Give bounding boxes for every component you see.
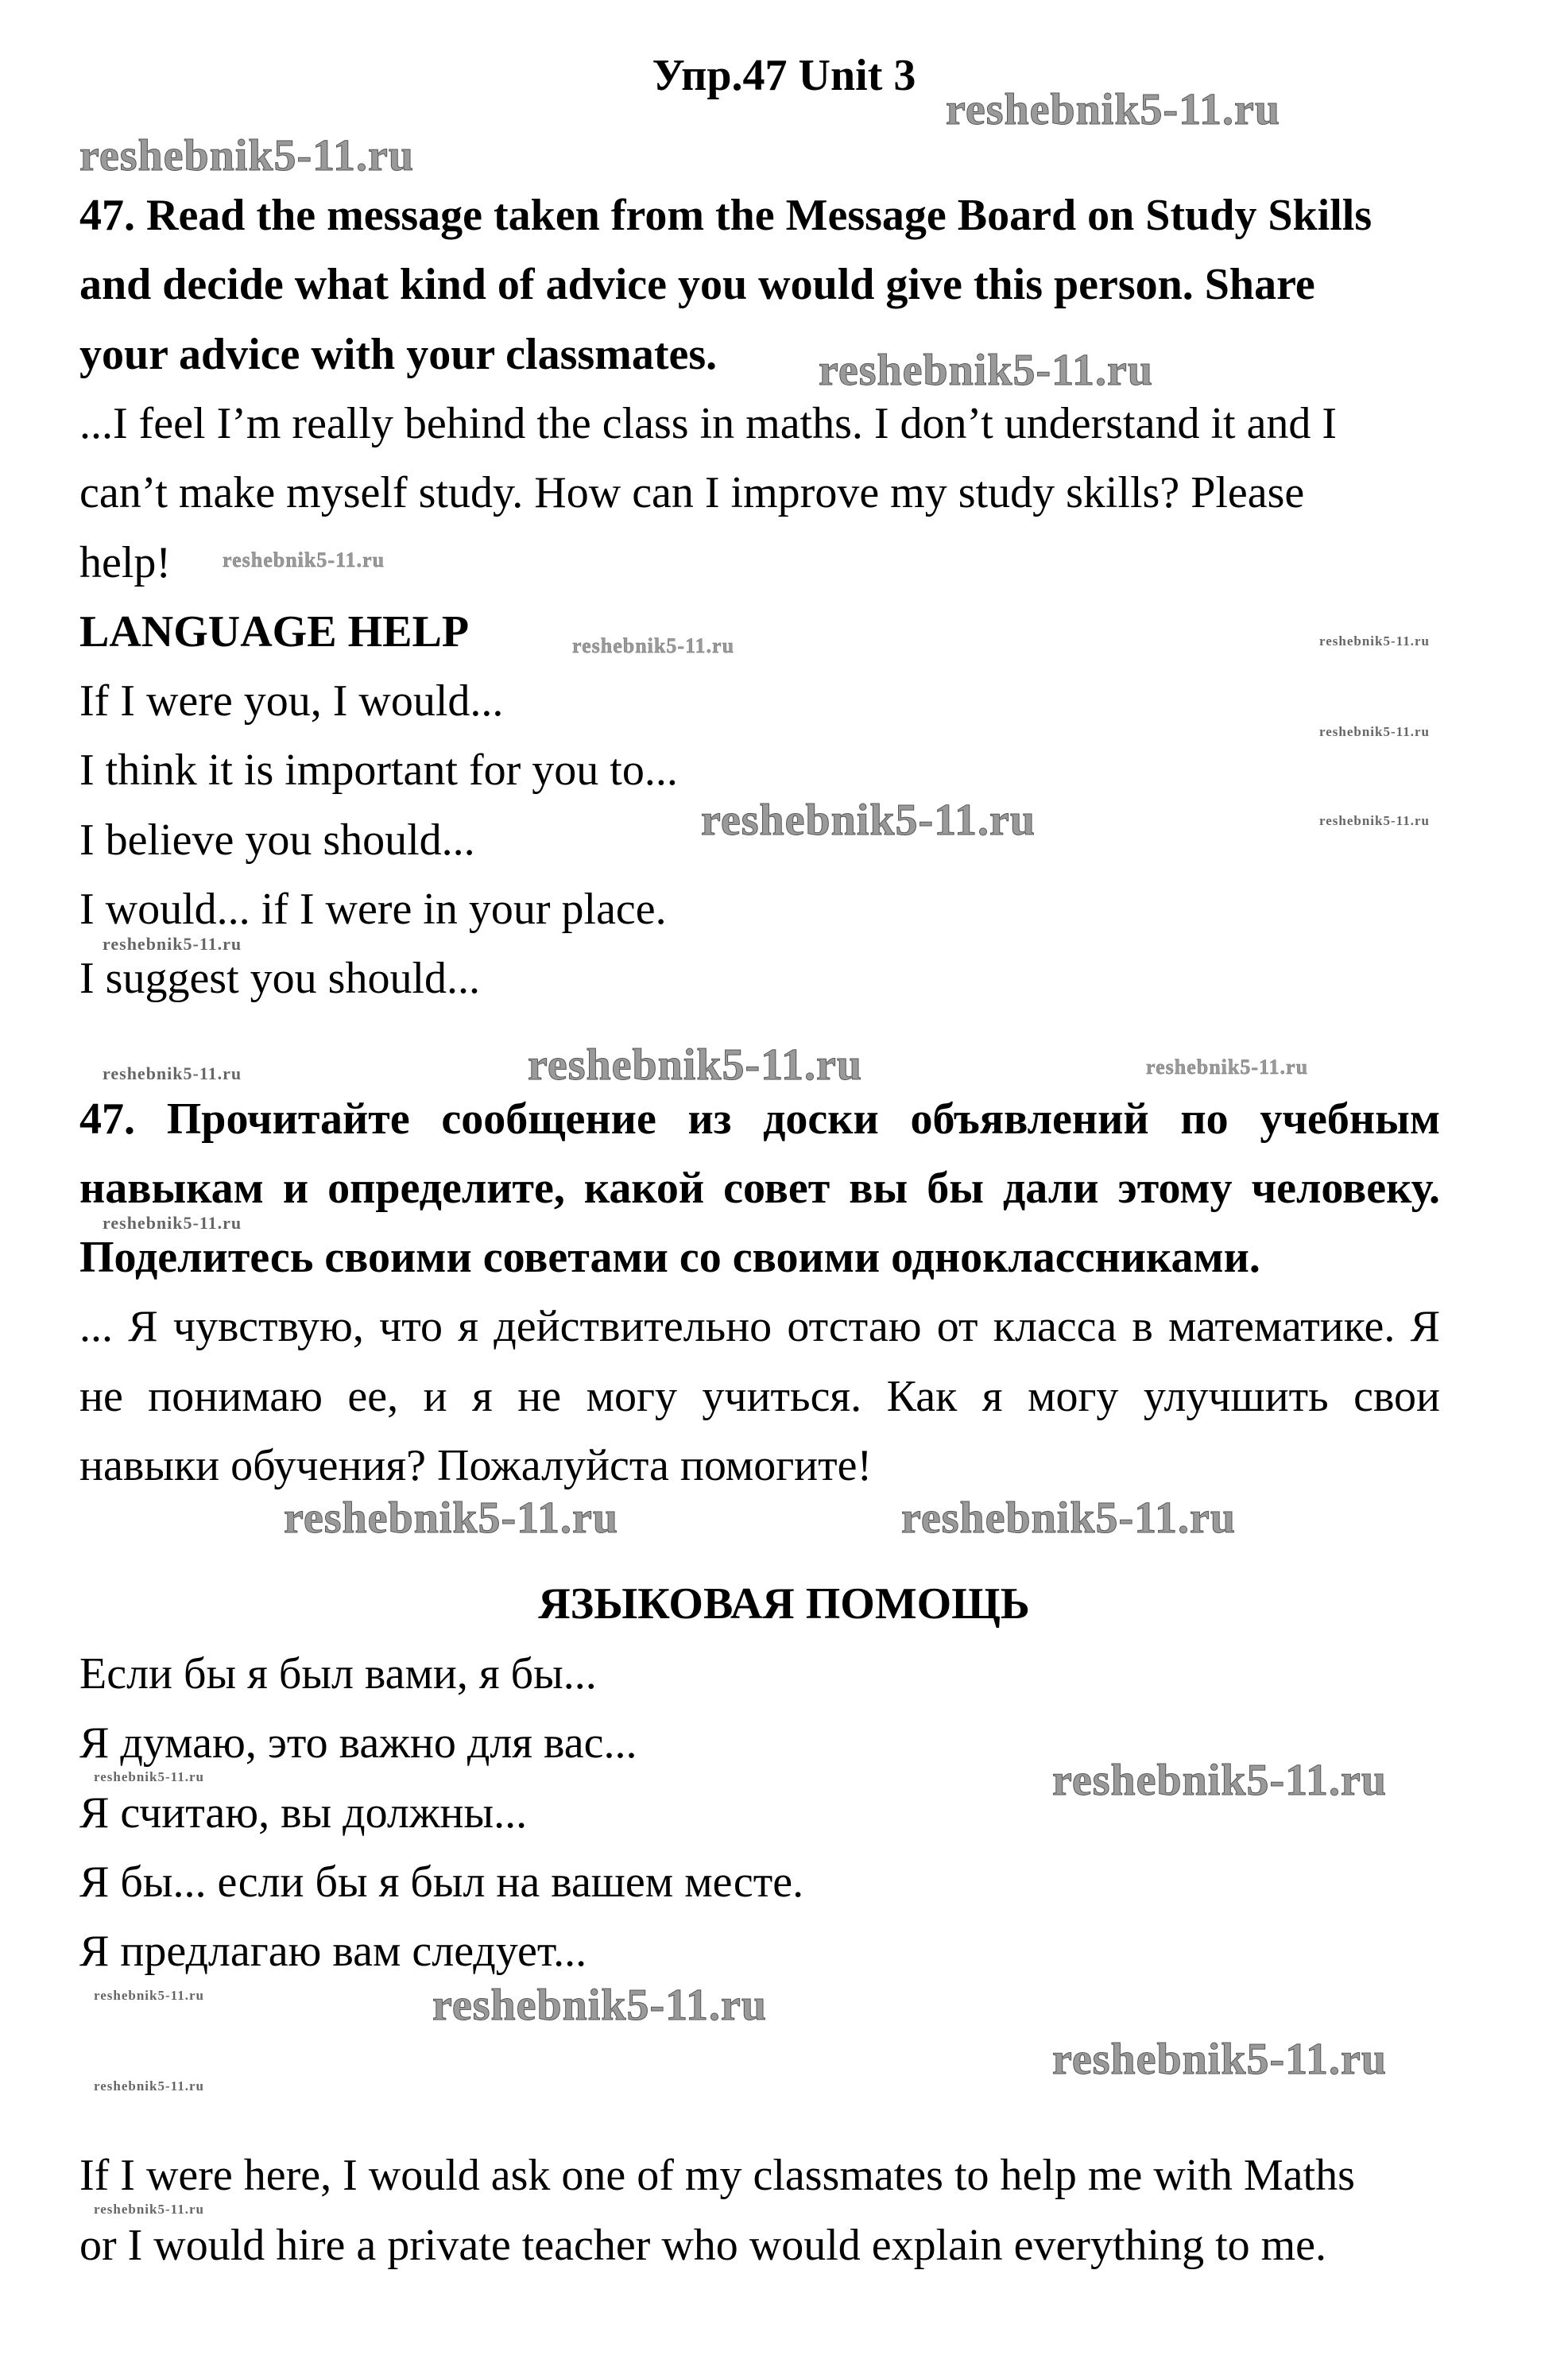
russian-phrase: Я бы... если бы я был на вашем месте.	[79, 1857, 804, 1907]
watermark: reshebnik5-11.ru	[1319, 633, 1430, 649]
watermark: reshebnik5-11.ru	[1319, 724, 1430, 739]
page-title: Упр.47 Unit 3	[652, 51, 916, 100]
watermark: reshebnik5-11.ru	[528, 1040, 863, 1090]
watermark: reshebnik5-11.ru	[1319, 813, 1430, 828]
english-message-line: can’t make myself study. How can I improve my study skills? Please	[79, 468, 1305, 517]
russian-phrase: Я думаю, это важно для вас...	[79, 1718, 637, 1768]
watermark: reshebnik5-11.ru	[94, 2078, 204, 2094]
english-phrase: I would... if I were in your place.	[79, 885, 667, 934]
english-task-line: your advice with your classmates.	[79, 330, 718, 379]
russian-message-line: не понимаю ее, и я не могу учиться. Как я могу улучшить свои	[79, 1372, 1440, 1421]
watermark: reshebnik5-11.ru	[79, 131, 415, 180]
watermark: reshebnik5-11.ru	[103, 1213, 242, 1233]
watermark: reshebnik5-11.ru	[103, 934, 242, 954]
watermark: reshebnik5-11.ru	[432, 1981, 768, 2030]
watermark: reshebnik5-11.ru	[94, 1769, 204, 1784]
watermark: reshebnik5-11.ru	[94, 2202, 204, 2217]
watermark: reshebnik5-11.ru	[819, 346, 1154, 395]
russian-task-line: Поделитесь своими советами со своими одноклассниками.	[79, 1233, 1260, 1282]
watermark: reshebnik5-11.ru	[284, 1493, 619, 1543]
russian-language-help-heading: ЯЗЫКОВАЯ ПОМОЩЬ	[538, 1579, 1030, 1629]
watermark: reshebnik5-11.ru	[901, 1493, 1237, 1543]
english-task-line: and decide what kind of advice you would give this person. Share	[79, 260, 1315, 309]
answer-line: or I would hire a private teacher who would explain everything to me.	[79, 2221, 1327, 2270]
watermark: reshebnik5-11.ru	[1052, 1756, 1388, 1805]
watermark: reshebnik5-11.ru	[94, 1988, 204, 2003]
english-message-line: ...I feel I’m really behind the class in maths. I don’t understand it and I	[79, 399, 1338, 448]
english-phrase: I believe you should...	[79, 815, 475, 865]
english-phrase: If I were you, I would...	[79, 676, 504, 726]
russian-phrase: Я считаю, вы должны...	[79, 1788, 528, 1838]
russian-message-line: навыки обучения? Пожалуйста помогите!	[79, 1441, 873, 1490]
english-task-line: 47. Read the message taken from the Message Board on Study Skills	[79, 191, 1372, 240]
english-phrase: I think it is important for you to...	[79, 746, 678, 795]
russian-phrase: Я предлагаю вам следует...	[79, 1927, 587, 1976]
russian-task-line: 47. Прочитайте сообщение из доски объявлений по учебным	[79, 1094, 1440, 1144]
watermark: reshebnik5-11.ru	[103, 1063, 242, 1083]
english-message-line: help!	[79, 538, 172, 587]
watermark: reshebnik5-11.ru	[1146, 1056, 1309, 1079]
watermark: reshebnik5-11.ru	[1052, 2035, 1388, 2084]
russian-task-line: навыкам и определите, какой совет вы бы дали этому человеку.	[79, 1164, 1440, 1213]
language-help-heading: LANGUAGE HELP	[79, 607, 470, 657]
answer-line: If I were here, I would ask one of my classmates to help me with Maths	[79, 2151, 1355, 2200]
watermark: reshebnik5-11.ru	[946, 85, 1281, 134]
watermark: reshebnik5-11.ru	[701, 796, 1036, 845]
russian-phrase: Если бы я был вами, я бы...	[79, 1649, 597, 1699]
watermark: reshebnik5-11.ru	[572, 634, 735, 657]
english-phrase: I suggest you should...	[79, 954, 480, 1003]
russian-message-line: ... Я чувствую, что я действительно отстаю от класса в математике. Я	[79, 1302, 1440, 1351]
watermark: reshebnik5-11.ru	[223, 548, 385, 571]
